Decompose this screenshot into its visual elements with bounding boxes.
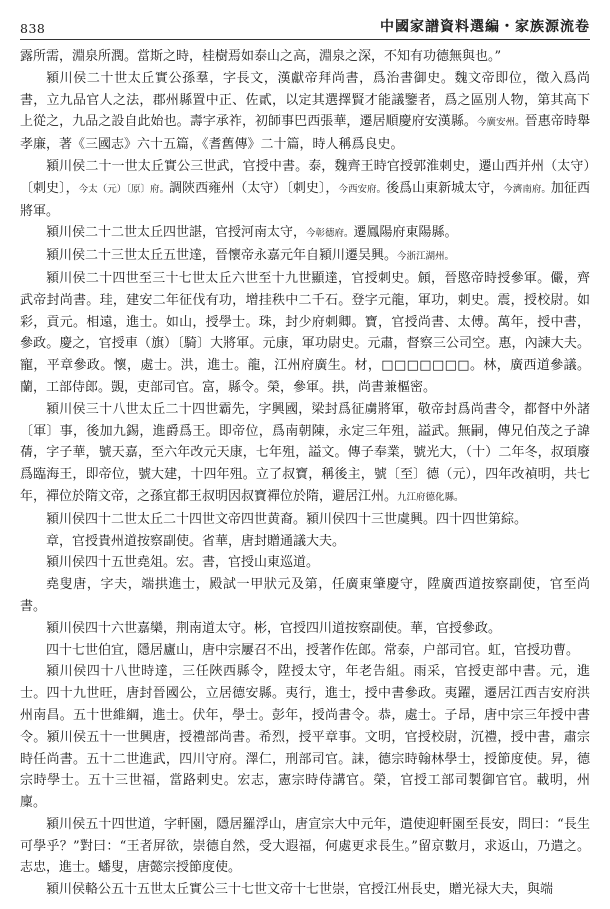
page-body xyxy=(20,46,590,901)
inline-note: 九江府德化縣。 xyxy=(397,491,464,503)
page-number: 838 xyxy=(20,21,46,36)
paragraph-zhang-shenghua: 章，官授貴州道按察副使。省華，唐封贈通議大夫。 xyxy=(46,533,346,549)
paragraph-42nd-44th-generation: 潁川侯四十二世太丘二十四世文帝四世黄裔。潁川侯四十三世虞興。四十四世第綜。 xyxy=(46,511,528,527)
paragraph-21st-generation: 潁川侯二十一世太丘實公三世武，官授中書。泰，魏齊王時官授郭淮刺史，遷山西并州（太守）〔刺史〕，今太（元）〔原〕府。調陝西雍州（太守）〔刺史〕，今西安府。後爲山東新城太守，今濟南府。加征西將軍。 xyxy=(20,158,590,219)
inline-note: 今浙江湖州。 xyxy=(397,251,455,263)
paragraph-chen-baxian: 潁川侯三十八世太丘二十四世霸先，字興國，梁封爲征虜將軍，敬帝封爲尚書令，都督中外諸〔軍〕事，後加九錫，進爵爲王。即帝位，爲南朝陳，永定三年殂，謚武。無嗣，傳兄伯茂之子諱蒨，字子華，號天嘉，至六年改元天康，七年殂，謚文。傳子奉業，號光大，（十）二年冬，叔頊廢爲臨海王，即帝位，號大建，十四年殂。立了叔寶，稱後主，號〔至〕德（元），四年改禎明，共七年，禪位於隋文帝，之孫宜都王叔明因叔寶禪位於隋，避居江州。九江府德化縣。 xyxy=(20,401,590,504)
paragraph-45th-generation: 潁川侯四十五世堯俎。宏。書，官授山東巡道。 xyxy=(46,555,320,571)
inline-note: 今太（元）〔原〕府。 xyxy=(78,183,170,195)
inline-note: 今西安府。 xyxy=(338,183,387,195)
page-header xyxy=(20,14,590,40)
paragraph-54th-generation: 潁川侯五十四世道，字軒園，隱居羅浮山，唐宣宗大中元年，遣使迎軒園至長安，問曰：“長生可學乎？”對曰：“王者屏欲，崇德自然，受大遐福，何處更求長生。”留京數月，求返山，乃遣之。志忠，進士。蟠叟，唐懿宗授節度使。 xyxy=(20,816,590,876)
paragraph-yaosou: 堯叟唐，字夫，端拱進士，殿試一甲狀元及第，任廣東肇慶守，陞廣西道按察副使，官至尚書。 xyxy=(20,577,590,614)
paragraph-48th-53rd-generation: 潁川侯四十八世時達，三任陜西縣令，陞授太守，年老告組。雨采，官授吏部中書。元，進士。四十九世旺，唐封晉國公，立居德安縣。夷行，進士，授中書參政。夷躍，遷居江西吉安府洪州南昌。五十世維綱，進士。伏年，學士。彭年，授尚書令。恭，處士。子昂，唐中宗三年授中書令。潁川侯五十一世興唐，授禮部尚書。希烈，授平章事。文明，官授校尉，沉禮，授中書，肅宗時任尚書。五十二世進武，四川守府。澤仁，刑部司官。誄，德宗時翰林學士，授節度使。昇，德宗時學士。五十三世福，當路剌史。宏志，憲宗時侍講官。榮，官授工部司製御官官。載明，州廩。 xyxy=(20,664,590,811)
paragraph-46th-generation: 潁川侯四十六世嘉欒，荆南道太守。彬，官授四川道按察副使。華，官授參政。 xyxy=(46,620,502,636)
inline-note: 今廣安州。 xyxy=(476,117,525,129)
inline-note: 今彰德府。 xyxy=(306,228,354,240)
paragraph-chen-qun: 潁川侯二十世太丘實公孫羣，字長文，漢獻帝拜尚書，爲治書御史。魏文帝即位，徵入爲尚書，立九品官人之法，郡州縣置中正、佐貳，以定其選擇賢才能議鑒者，爲之區別人物，第其高下上從之，九品之設自此始也。壽字承祚，初師事巴西張華，遷居順慶府安漢縣。今廣安州。晉惠帝時舉孝廉，著《三國志》六十五篇，《耆舊傳》二十篇，時人稱爲良史。 xyxy=(20,70,590,153)
inline-note: 今濟南府。 xyxy=(503,183,551,195)
paragraph-22nd-generation: 潁川侯二十二世太丘四世諶，官授河南太守，今彰德府。遷鳳陽府東陽縣。 xyxy=(46,225,458,241)
paragraph-24th-37th-generation: 潁川侯二十四世至三十七世太丘六世至十九世顯達，官授刺史。頠，晉愍帝時授參軍。儼，齊武帝封尚書。珪，建安二年征伐有功，增挂秩中二千石。登字元龍，軍功，刺史。震，授校尉。如彩，貢元。相遠，進士。如山，授學士。珠，封少府刺卿。寶，官授尚書、太傅。萬年，授中書，參政。慶之，官授車（旗）〔騎〕大將軍。元康，軍功尉史。元肅，督察三公司空。惠，內諫大夫。寵，平章參政。懷，處士。洪，進士。龍，江州府廣生。材，□□□□□□□。林，廣西道參議。蘭，工部侍郎。覬，吏部司官。富，縣令。榮，參軍。拱，尚書兼樞密。 xyxy=(20,270,590,395)
paragraph-55th-generation: 潁川侯輅公五十五世太丘實公三十七世文帝十七世崇，官授江州長史，贈光禄大夫，與端 xyxy=(46,882,554,898)
paragraph-47th-generation: 四十七世伯宜，隱居廬山，唐中宗屢召不出，授著作佐郎。常泰，户部司官。虹，官授功曹。 xyxy=(46,642,580,658)
paragraph-23rd-generation: 潁川侯二十三世太丘五世達，晉懷帝永嘉元年自潁川遷吴興。今浙江湖州。 xyxy=(46,248,455,264)
paragraph-continuation: 露所需，淵泉所潤。當斯之時，桂樹焉如泰山之高，淵泉之深，不知有功德無與也。” xyxy=(20,49,502,64)
running-title: 中國家譜資料選編・家族源流卷 xyxy=(380,19,590,35)
